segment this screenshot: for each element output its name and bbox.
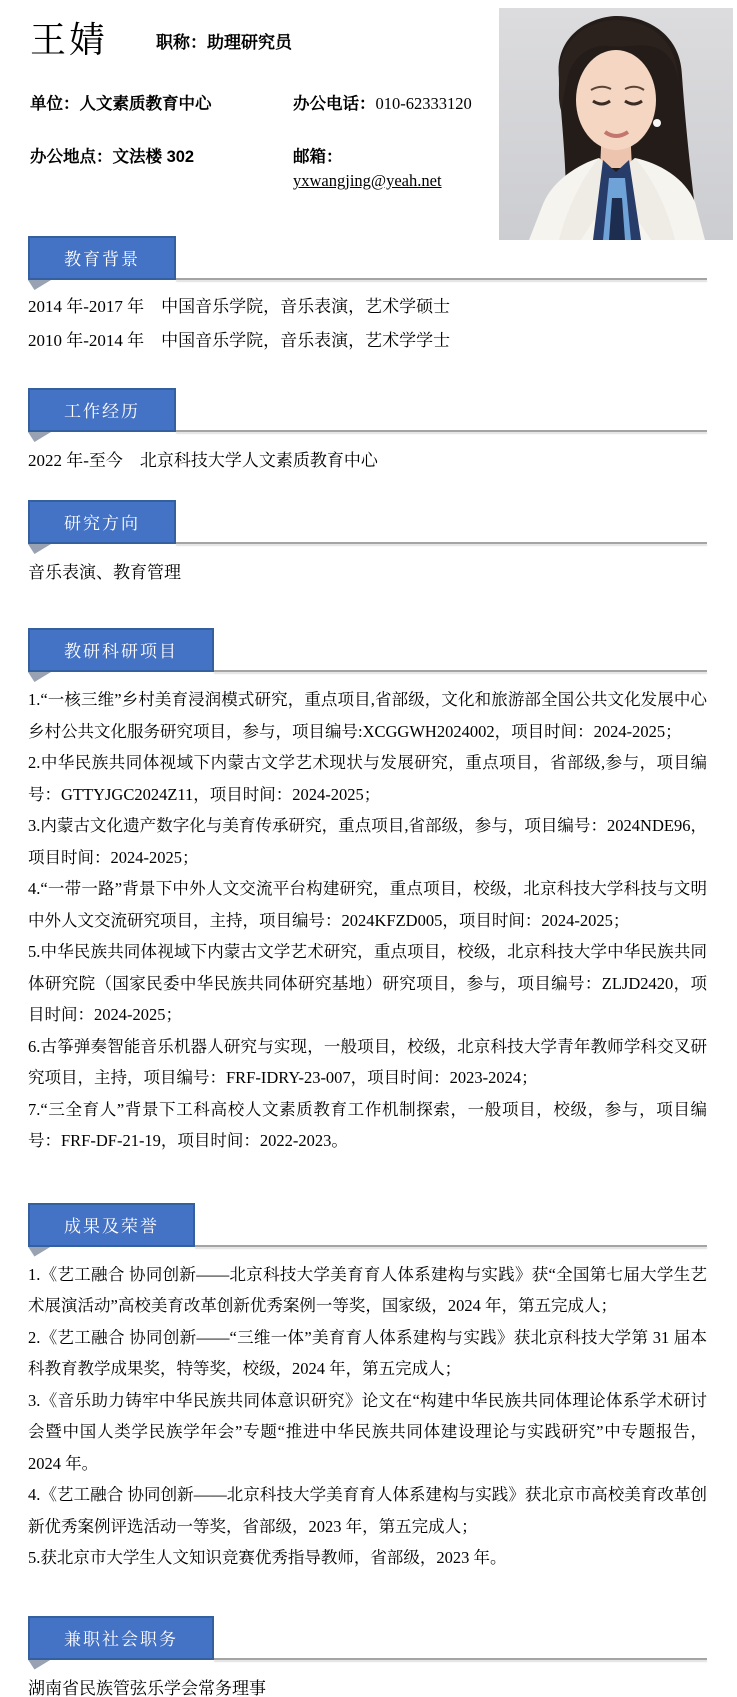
section-item: 2014 年-2017 年 中国音乐学院，音乐表演，艺术学硕士 (28, 297, 451, 316)
section-item: 2010 年-2014 年 中国音乐学院，音乐表演，艺术学学士 (28, 331, 451, 350)
section-heading-badge (28, 628, 214, 672)
section-header (28, 500, 707, 544)
section-heading-label: 工作经历 (64, 402, 140, 421)
section-heading-badge (28, 236, 176, 280)
section-heading-label: 成果及荣誉 (64, 1216, 159, 1236)
contact-field-label: 邮箱： (293, 148, 343, 166)
contact-field (30, 145, 293, 192)
contact-field (293, 92, 490, 116)
job-title-value: 助理研究员 (207, 33, 293, 52)
section-body (28, 290, 707, 358)
section (28, 1203, 707, 1574)
section (28, 388, 707, 478)
section-heading-badge (28, 500, 176, 544)
section-rule (176, 430, 707, 432)
section (28, 500, 707, 590)
section-item: 4.“一带一路”背景下中外人文交流平台构建研究，重点项目，校级，北京科技大学科技与文明中外人文交流研究项目，主持，项目编号：2024KFZD005，项目时间：2024-2025； (28, 879, 707, 930)
section (28, 236, 707, 358)
section-heading-label: 兼职社会职务 (64, 1629, 178, 1649)
section-item: 2022 年-至今 北京科技大学人文素质教育中心 (28, 451, 378, 470)
section-heading-badge (28, 1203, 195, 1247)
section-item: 7.“三全育人”背景下工科高校人文素质教育工作机制探索，一般项目，校级，参与，项目编号：FRF-DF-21-19，项目时间：2022-2023。 (28, 1099, 707, 1150)
section-item: 2.中华民族共同体视域下内蒙古文学艺术现状与发展研究，重点项目，省部级,参与，项目编号：GTTYJGC2024Z11，项目时间：2024-2025； (28, 753, 707, 804)
section-body (28, 1259, 707, 1574)
contact-info-grid (30, 92, 490, 192)
profile-photo (499, 8, 733, 240)
section-rule (195, 1245, 707, 1247)
section-item: 湖南省民族管弦乐学会常务理事 (28, 1678, 266, 1697)
section-body (28, 1672, 707, 1697)
section-header (28, 236, 707, 280)
section-item: 4.《艺工融合 协同创新——北京科技大学美育育人体系建构与实践》获北京市高校美育改革创新优秀案例评选活动一等奖，省部级，2023 年，第五完成人； (28, 1485, 707, 1536)
section-heading-badge (28, 388, 176, 432)
section-item: 1.“一核三维”乡村美育浸润模式研究，重点项目,省部级，文化和旅游部全国公共文化发展中心乡村公共文化服务研究项目，参与，项目编号:XCGGWH2024002，项目时间：2024-2025； (28, 690, 707, 741)
portrait-photo-illustration (499, 8, 733, 240)
section-rule (176, 278, 707, 280)
section-item: 5.中华民族共同体视域下内蒙古文学艺术研究，重点项目，校级，北京科技大学中华民族共同体研究院（国家民委中华民族共同体研究基地）研究项目，参与，项目编号：ZLJD2420，项目时间：2024-2025； (28, 942, 707, 1024)
page-title: 王婧 (30, 19, 109, 60)
section-item: 2.《艺工融合 协同创新——“三维一体”美育育人体系建构与实践》获北京科技大学第 31 届本科教育教学成果奖，特等奖，校级，2024 年，第五完成人； (28, 1327, 707, 1378)
contact-field-value: 文法楼 302 (112, 148, 195, 166)
section-heading-label: 教育背景 (64, 250, 140, 269)
sections (0, 236, 737, 1697)
job-title-label: 职称： (156, 33, 208, 52)
section-rule (214, 670, 707, 672)
contact-field-label: 单位： (30, 95, 80, 113)
section-header (28, 1616, 707, 1660)
contact-field (30, 92, 293, 116)
section-heading-badge (28, 1616, 214, 1660)
job-title (156, 28, 292, 60)
section (28, 1616, 707, 1697)
contact-field-value: 人文素质教育中心 (79, 95, 212, 113)
section-item: 3.《音乐助力铸牢中华民族共同体意识研究》论文在“构建中华民族共同体理论体系学术研讨会暨中国人类学民族学年会”专题“推进中华民族共同体建设理论与实践研究”中专题报告，2024 年。 (28, 1390, 707, 1473)
section-rule (214, 1658, 707, 1660)
section-item: 5.获北京市大学生人文知识竞赛优秀指导教师，省部级，2023 年。 (28, 1548, 507, 1567)
section-body (28, 444, 707, 478)
section-item: 1.《艺工融合 协同创新——北京科技大学美育育人体系建构与实践》获“全国第七届大学生艺术展演活动”高校美育改革创新优秀案例一等奖，国家级，2024 年，第五完成人； (28, 1264, 707, 1315)
section-body (28, 684, 707, 1157)
contact-field-label: 办公电话： (293, 95, 376, 113)
section-heading-label: 研究方向 (64, 514, 140, 533)
section-rule (176, 542, 707, 544)
section-heading-label: 教研科研项目 (64, 642, 178, 661)
contact-field-label: 办公地点： (30, 148, 113, 166)
section-header (28, 628, 707, 672)
section-header (28, 1203, 707, 1247)
section-item: 6.古筝弹奏智能音乐机器人研究与实现，一般项目，校级，北京科技大学青年教师学科交叉研究项目，主持，项目编号：FRF-IDRY-23-007，项目时间：2023-2024； (28, 1036, 707, 1087)
section (28, 628, 707, 1157)
email-link[interactable]: yxwangjing@yeah.net (293, 171, 442, 190)
contact-field (293, 145, 490, 192)
section-item: 音乐表演、教育管理 (28, 563, 181, 582)
section-body (28, 556, 707, 590)
section-header (28, 388, 707, 432)
contact-field-value: 010-62333120 (375, 94, 472, 113)
section-item: 3.内蒙古文化遗产数字化与美育传承研究，重点项目,省部级，参与，项目编号：2024NDE96，项目时间：2024-2025； (28, 816, 707, 867)
